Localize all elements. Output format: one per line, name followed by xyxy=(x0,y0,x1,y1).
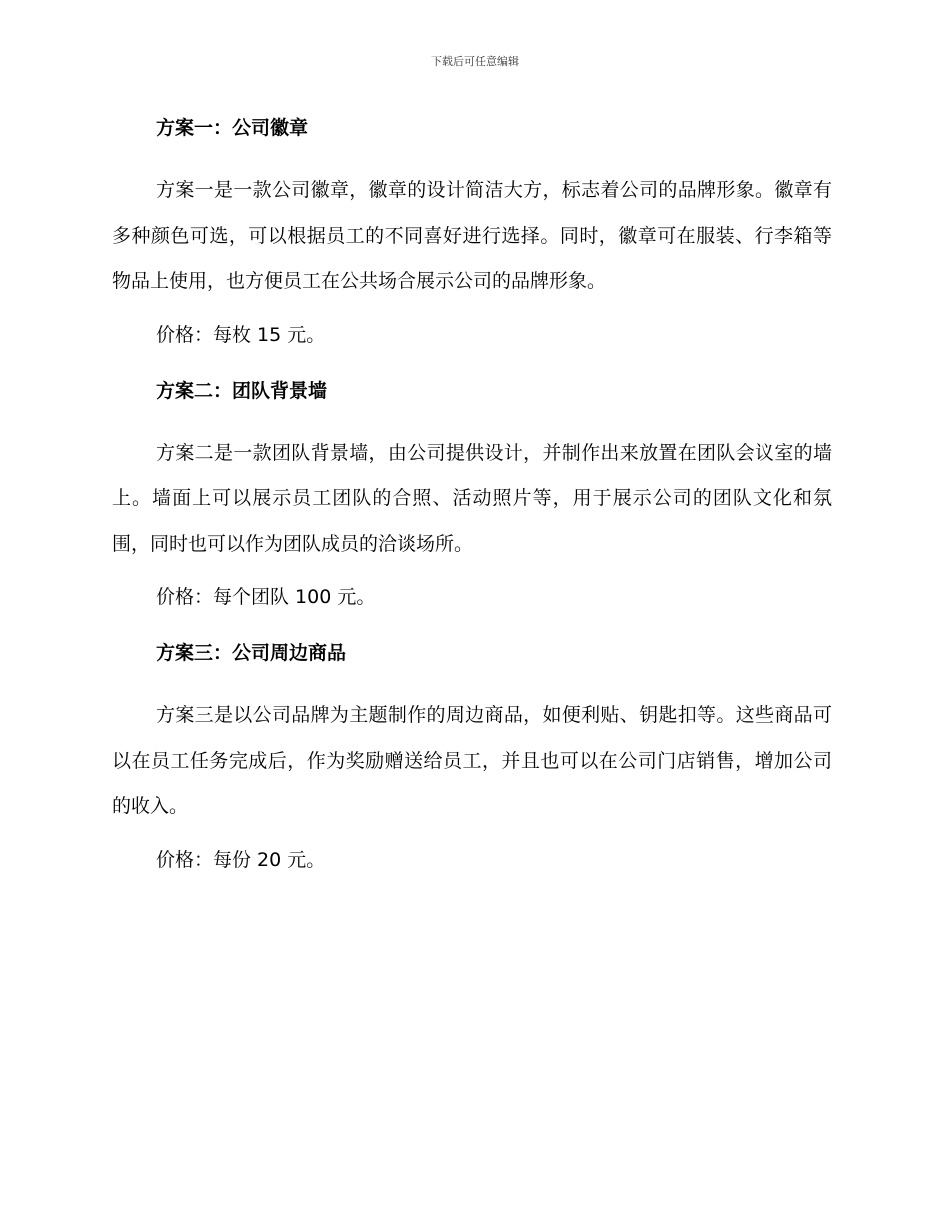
section-title: 方案一：公司徽章 xyxy=(156,117,309,139)
section-plan-3 xyxy=(112,637,832,876)
section-plan-1 xyxy=(112,112,832,351)
section-title: 方案二：团队背景墙 xyxy=(156,379,328,402)
section-title: 方案三：公司周边商品 xyxy=(156,642,347,664)
section-price: 价格：每枚 15 元。 xyxy=(156,323,326,346)
section-body: 方案三是以公司品牌为主题制作的周边商品，如便利贴、钥匙扣等。这些商品可以在员工任务完成后，作为奖励赠送给员工，并且也可以在公司门店销售，增加公司的收入。 xyxy=(112,704,832,817)
section-body: 方案二是一款团队背景墙，由公司提供设计，并制作出来放置在团队会议室的墙上。墙面上可以展示员工团队的合照、活动照片等，用于展示公司的团队文化和氛围，同时也可以作为团队成员的洽谈场所。 xyxy=(112,441,832,555)
section-price: 价格：每个团队 100 元。 xyxy=(156,586,376,608)
section-price: 价格：每份 20 元。 xyxy=(156,848,326,871)
section-body: 方案一是一款公司徽章，徽章的设计简洁大方，标志着公司的品牌形象。徽章有多种颜色可选，可以根据员工的不同喜好进行选择。同时，徽章可在服装、行李箱等物品上使用，也方便员工在公共场合展示公司的品牌形象。 xyxy=(112,179,832,292)
page-header: 下载后可任意编辑 xyxy=(431,55,519,68)
section-plan-2 xyxy=(112,375,832,614)
document-body xyxy=(112,112,832,900)
